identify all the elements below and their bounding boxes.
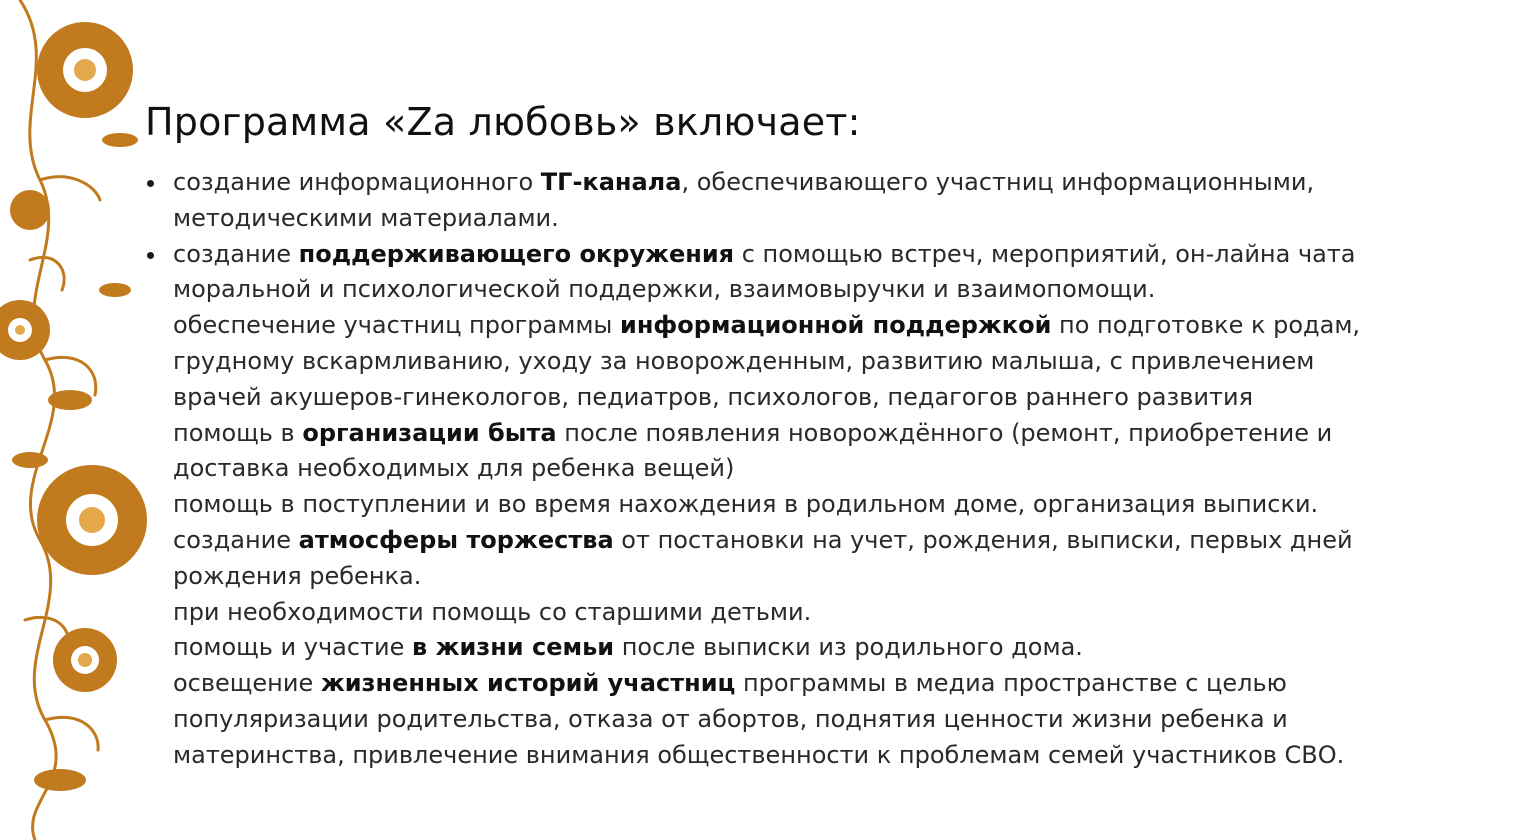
item-text: обеспечение участниц программы xyxy=(173,311,620,340)
list-item-line xyxy=(173,595,1495,631)
khokhloma-floral-border-icon xyxy=(0,0,155,840)
list-item xyxy=(145,595,1495,631)
list-item xyxy=(145,165,1495,237)
item-text: рождения ребенка. xyxy=(173,561,422,590)
list-item-line xyxy=(173,201,1495,237)
item-text: после выписки из родильного дома. xyxy=(614,633,1083,662)
item-text: при необходимости помощь со старшими детьми. xyxy=(173,597,812,626)
item-text: от постановки на учет, рождения, выписки, первых дней xyxy=(613,525,1353,554)
list-item-line xyxy=(173,237,1495,273)
item-text: материнства, привлечение внимания общественности к проблемам семей участников СВО. xyxy=(173,740,1345,769)
item-text: создание xyxy=(173,239,299,268)
list-item-line xyxy=(173,666,1495,702)
list-item-line xyxy=(173,523,1495,559)
list-item-line xyxy=(173,451,1495,487)
item-text: помощь и участие xyxy=(173,633,413,662)
list-item xyxy=(145,630,1495,666)
item-text: , обеспечивающего участниц информационными, xyxy=(681,168,1315,196)
list-item-line xyxy=(173,487,1495,523)
list-item-line xyxy=(173,308,1495,344)
item-text: создание информационного xyxy=(173,168,541,196)
list-item xyxy=(145,416,1495,488)
list-item xyxy=(145,237,1495,309)
item-text: освещение xyxy=(173,669,321,698)
item-text: методическими материалами. xyxy=(173,203,559,232)
list-item-line xyxy=(173,344,1495,380)
emphasized-text: жизненных историй участниц xyxy=(320,669,736,698)
list-item-line xyxy=(173,165,1495,201)
list-item-line xyxy=(173,738,1495,774)
list-item-line xyxy=(173,630,1495,666)
list-item-line xyxy=(173,416,1495,452)
item-text: доставка необходимых для ребенка вещей) xyxy=(173,454,735,483)
item-text: помощь в поступлении и во время нахождения в родильном доме, организация выписки. xyxy=(173,490,1319,519)
list-item-line xyxy=(173,272,1495,308)
item-text: грудному вскармливанию, уходу за новорожденным, развитию малыша, с привлечением xyxy=(173,346,1315,375)
item-text: программы в медиа пространстве с целью xyxy=(735,669,1287,698)
item-text: после появления новорождённого (ремонт, приобретение и xyxy=(556,418,1333,447)
list-item xyxy=(145,487,1495,523)
list-item xyxy=(145,523,1495,595)
list-item-line xyxy=(173,559,1495,595)
emphasized-text: организации быта xyxy=(302,418,557,447)
emphasized-text: атмосферы торжества xyxy=(298,525,614,554)
slide-title: Программа «Za любовь» включает: xyxy=(145,100,861,144)
item-text: по подготовке к родам, xyxy=(1051,311,1361,340)
list-item-line xyxy=(173,702,1495,738)
list-item xyxy=(145,308,1495,415)
emphasized-text: информационной поддержкой xyxy=(620,311,1052,340)
item-text: популяризации родительства, отказа от абортов, поднятия ценности жизни ребенка и xyxy=(173,704,1288,733)
item-text: моральной и психологической поддержки, взаимовыручки и взаимопомощи. xyxy=(173,275,1156,304)
item-text: создание xyxy=(173,525,299,554)
emphasized-text: ТГ-канала xyxy=(540,168,682,196)
item-text: помощь в xyxy=(173,418,303,447)
list-item-line xyxy=(173,380,1495,416)
emphasized-text: в жизни семьи xyxy=(412,633,615,662)
item-text: с помощью встреч, мероприятий, он-лайна чата xyxy=(734,239,1356,268)
program-items-list xyxy=(145,165,1495,774)
item-text: врачей акушеров-гинекологов, педиатров, психологов, педагогов раннего развития xyxy=(173,382,1254,411)
list-item xyxy=(145,666,1495,773)
emphasized-text: поддерживающего окружения xyxy=(298,239,735,268)
